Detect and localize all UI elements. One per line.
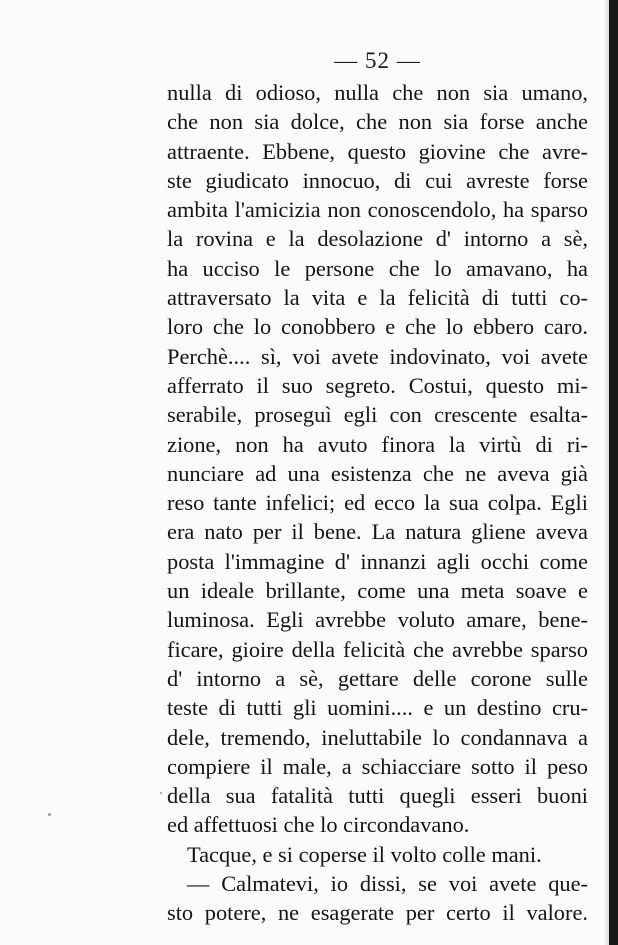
text-line: la rovina e la desolazione d' intorno a sè, bbox=[167, 226, 588, 252]
text-line: luminosa. Egli avrebbe voluto amare, bene- bbox=[167, 607, 588, 633]
text-line: sto potere, ne esagerate per certo il valore. bbox=[167, 900, 588, 926]
text-line-paragraph-end: ed affettuosi che lo circondavano. bbox=[167, 812, 470, 838]
text-line: Perchè.... sì, voi avete indovinato, voi avete bbox=[167, 343, 588, 369]
page-binding-edge bbox=[609, 0, 618, 945]
text-line: d' intorno a sè, gettare delle corone sulle bbox=[167, 665, 588, 691]
text-line: compiere il male, a schiacciare sotto il peso bbox=[167, 753, 588, 779]
text-line: della sua fatalità tutti quegli esseri buoni bbox=[167, 783, 588, 809]
text-line: nulla di odioso, nulla che non sia umano, bbox=[167, 80, 588, 105]
text-line: era nato per il bene. La natura gliene aveva bbox=[167, 519, 588, 545]
text-line: zione, non ha avuto finora la virtù di ri- bbox=[167, 431, 588, 457]
body-text bbox=[167, 78, 588, 928]
text-line: afferrato il suo segreto. Costui, questo mi- bbox=[167, 372, 588, 398]
text-line: posta l'immagine d' innanzi agli occhi come bbox=[167, 548, 588, 574]
text-line: ambita l'amicizia non conoscendolo, ha sparso bbox=[167, 197, 588, 223]
text-line-dialogue-start: — Calmatevi, io dissi, se voi avete que- bbox=[187, 871, 588, 897]
text-line: reso tante infelici; ed ecco la sua colpa. Egli bbox=[167, 490, 588, 516]
text-line: dele, tremendo, ineluttabile lo condannava a bbox=[167, 724, 588, 750]
text-line: ficare, gioire della felicità che avrebbe sparso bbox=[167, 636, 588, 662]
text-line: nunciare ad una esistenza che ne aveva già bbox=[167, 460, 588, 486]
text-line: serabile, proseguì egli con crescente esalta- bbox=[167, 402, 588, 428]
text-line: teste di tutti gli uomini.... e un destino cru- bbox=[167, 695, 588, 721]
ink-speck bbox=[48, 813, 51, 816]
text-line: attraversato la vita e la felicità di tutti co- bbox=[167, 285, 588, 311]
text-line: loro che lo conobbero e che lo ebbero caro. bbox=[167, 314, 588, 340]
text-line-paragraph-start: Tacque, e si coperse il volto colle mani. bbox=[187, 841, 542, 867]
text-line: attraente. Ebbene, questo giovine che avre- bbox=[167, 138, 588, 164]
text-line: ha ucciso le persone che lo amavano, ha bbox=[167, 255, 588, 281]
ink-speck bbox=[160, 792, 162, 794]
text-line: un ideale brillante, come una meta soave e bbox=[167, 578, 588, 604]
text-line: ste giudicato innocuo, di cui avreste forse bbox=[167, 167, 588, 193]
text-line: che non sia dolce, che non sia forse anche bbox=[167, 109, 588, 135]
page-number: — 52 — bbox=[334, 48, 421, 73]
